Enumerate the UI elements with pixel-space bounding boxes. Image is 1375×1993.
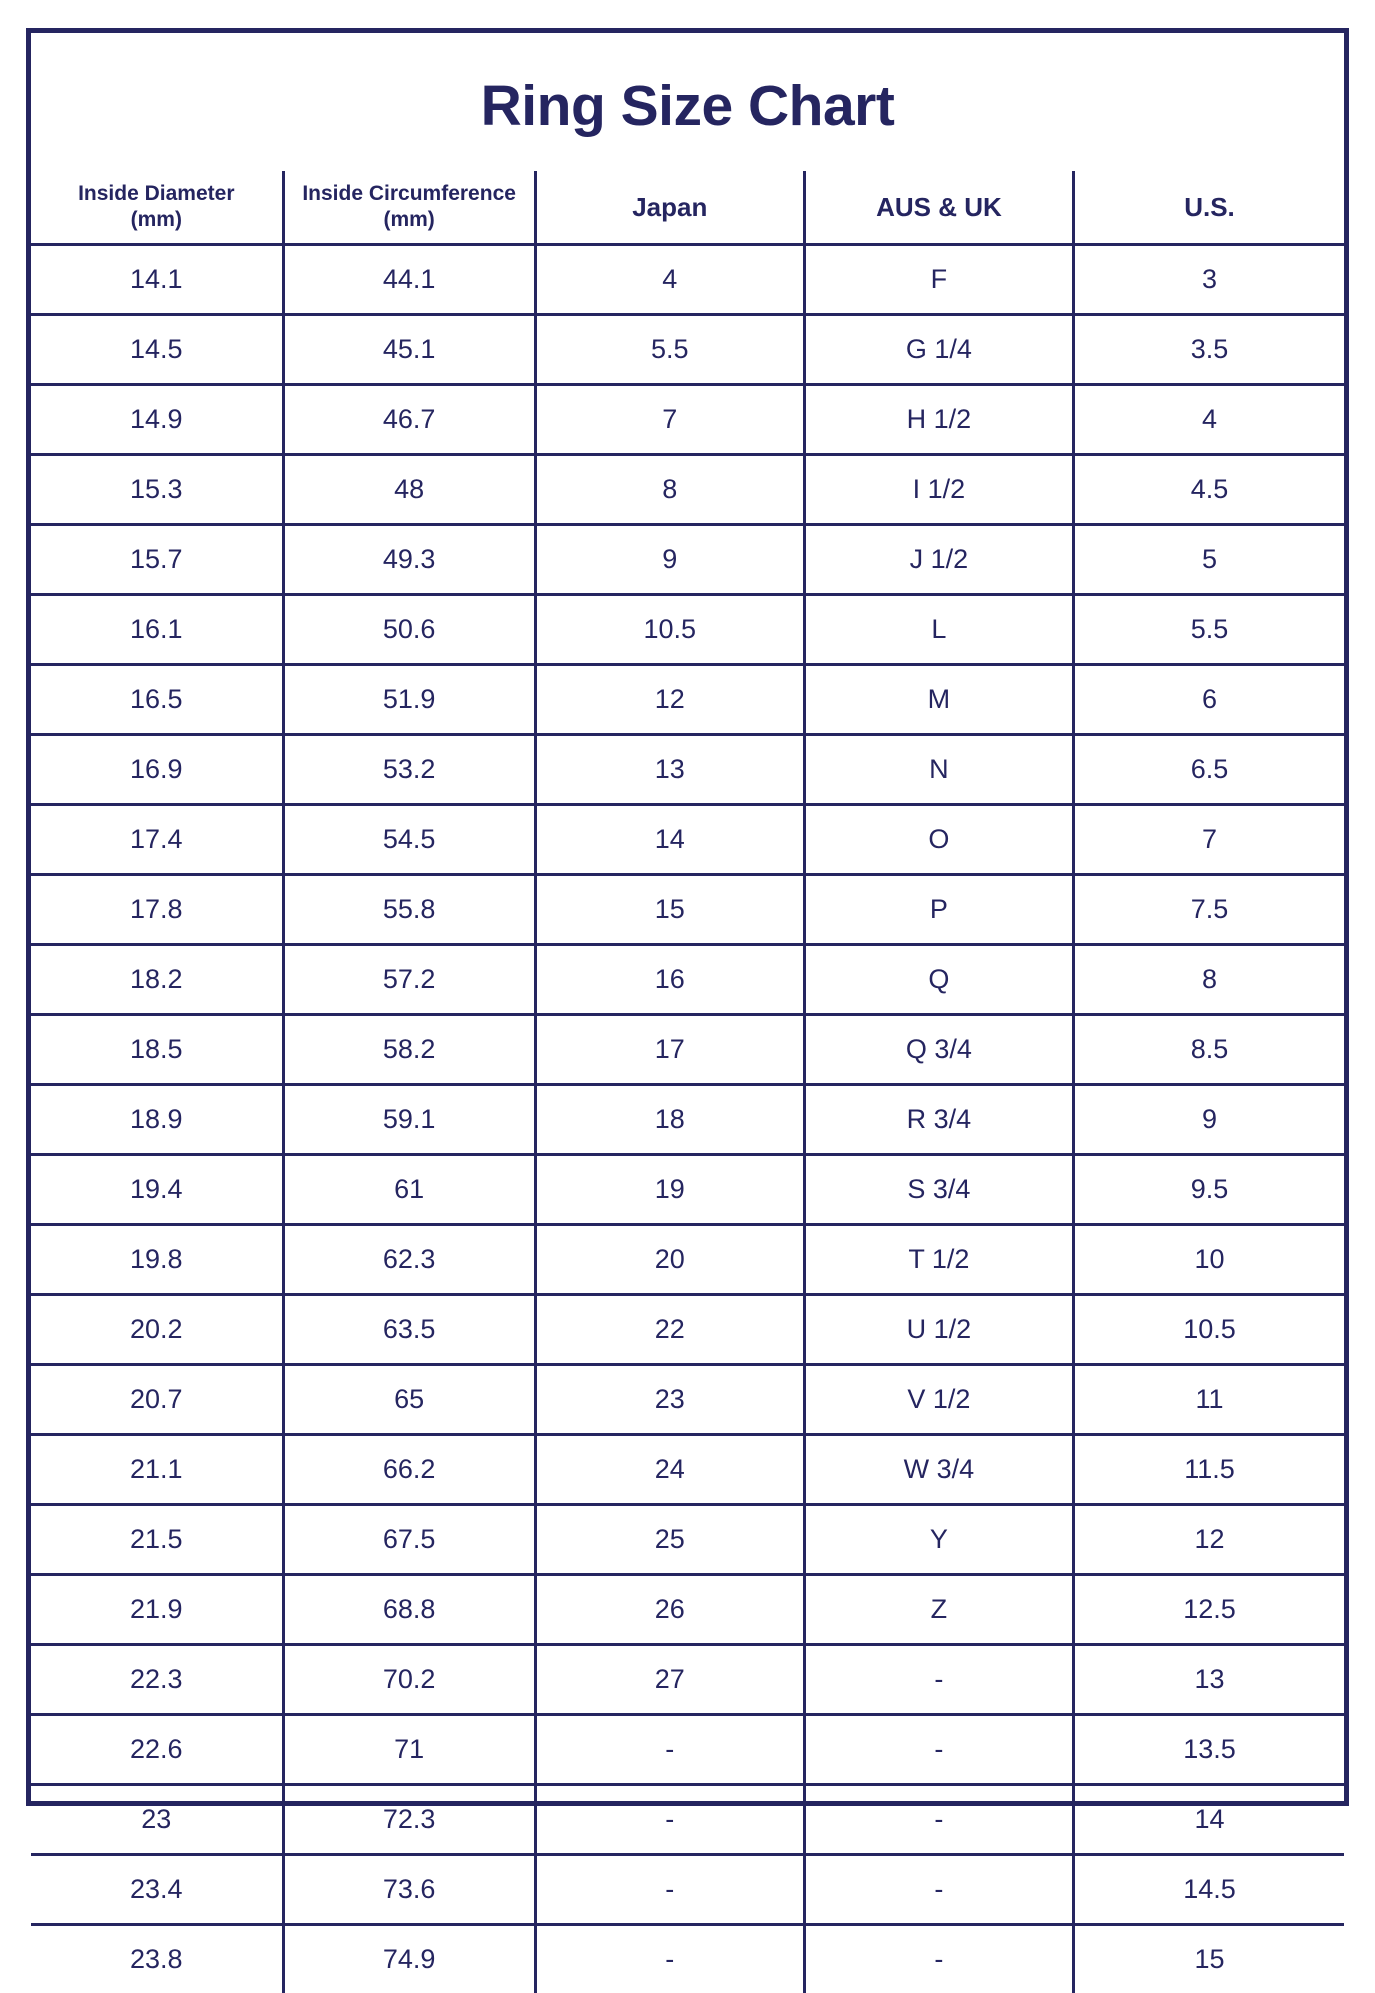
cell-inside-diameter: 14.9 — [31, 385, 283, 455]
cell-inside-diameter: 18.5 — [31, 1015, 283, 1085]
cell-us: 12.5 — [1074, 1575, 1345, 1645]
cell-inside-circumference: 59.1 — [283, 1085, 535, 1155]
cell-inside-diameter: 20.7 — [31, 1365, 283, 1435]
table-row — [31, 1435, 1344, 1505]
cell-japan: 7 — [535, 385, 804, 455]
cell-aus-uk: Q — [804, 945, 1073, 1015]
table-row — [31, 735, 1344, 805]
table-row — [31, 245, 1344, 315]
cell-inside-circumference: 68.8 — [283, 1575, 535, 1645]
cell-us: 12 — [1074, 1505, 1345, 1575]
table-row — [31, 1295, 1344, 1365]
cell-inside-diameter: 19.8 — [31, 1225, 283, 1295]
cell-inside-circumference: 58.2 — [283, 1015, 535, 1085]
cell-aus-uk: T 1/2 — [804, 1225, 1073, 1295]
cell-aus-uk: R 3/4 — [804, 1085, 1073, 1155]
cell-japan: - — [535, 1855, 804, 1925]
cell-us: 10.5 — [1074, 1295, 1345, 1365]
cell-aus-uk: O — [804, 805, 1073, 875]
table-row — [31, 875, 1344, 945]
cell-us: 8.5 — [1074, 1015, 1345, 1085]
cell-inside-diameter: 20.2 — [31, 1295, 283, 1365]
cell-inside-diameter: 17.4 — [31, 805, 283, 875]
cell-japan: 13 — [535, 735, 804, 805]
cell-us: 8 — [1074, 945, 1345, 1015]
cell-japan: 26 — [535, 1575, 804, 1645]
page-title: Ring Size Chart — [480, 74, 895, 138]
cell-us: 13 — [1074, 1645, 1345, 1715]
column-header-inside-diameter — [31, 171, 283, 245]
cell-us: 3 — [1074, 245, 1345, 315]
cell-japan: 18 — [535, 1085, 804, 1155]
cell-us: 5 — [1074, 525, 1345, 595]
cell-us: 4.5 — [1074, 455, 1345, 525]
cell-inside-circumference: 45.1 — [283, 315, 535, 385]
cell-aus-uk: V 1/2 — [804, 1365, 1073, 1435]
cell-inside-circumference: 61 — [283, 1155, 535, 1225]
table-row — [31, 1155, 1344, 1225]
cell-inside-circumference: 48 — [283, 455, 535, 525]
cell-us: 13.5 — [1074, 1715, 1345, 1785]
cell-inside-circumference: 50.6 — [283, 595, 535, 665]
table-row — [31, 1225, 1344, 1295]
cell-us: 10 — [1074, 1225, 1345, 1295]
table-row — [31, 1715, 1344, 1785]
cell-aus-uk: H 1/2 — [804, 385, 1073, 455]
cell-japan: - — [535, 1925, 804, 1993]
cell-inside-circumference: 44.1 — [283, 245, 535, 315]
cell-japan: 4 — [535, 245, 804, 315]
cell-japan: 17 — [535, 1015, 804, 1085]
column-header-line: (mm) — [383, 208, 435, 232]
cell-aus-uk: Q 3/4 — [804, 1015, 1073, 1085]
cell-aus-uk: G 1/4 — [804, 315, 1073, 385]
cell-inside-circumference: 49.3 — [283, 525, 535, 595]
table-body — [31, 245, 1344, 1993]
cell-us: 11 — [1074, 1365, 1345, 1435]
cell-japan: 27 — [535, 1645, 804, 1715]
cell-japan: 22 — [535, 1295, 804, 1365]
column-header-line: Inside Circumference — [302, 181, 516, 205]
cell-japan: 9 — [535, 525, 804, 595]
cell-us: 3.5 — [1074, 315, 1345, 385]
cell-us: 6.5 — [1074, 735, 1345, 805]
column-header-line: Inside Diameter — [78, 181, 235, 205]
cell-us: 14.5 — [1074, 1855, 1345, 1925]
cell-inside-diameter: 22.3 — [31, 1645, 283, 1715]
column-header-inside-circumference — [283, 171, 535, 245]
table-row — [31, 665, 1344, 735]
cell-us: 7.5 — [1074, 875, 1345, 945]
table-row — [31, 595, 1344, 665]
cell-inside-diameter: 16.5 — [31, 665, 283, 735]
cell-inside-circumference: 72.3 — [283, 1785, 535, 1855]
cell-japan: 5.5 — [535, 315, 804, 385]
cell-inside-circumference: 46.7 — [283, 385, 535, 455]
table-row — [31, 1575, 1344, 1645]
cell-japan: 10.5 — [535, 595, 804, 665]
cell-inside-circumference: 73.6 — [283, 1855, 535, 1925]
table-row — [31, 525, 1344, 595]
table-header — [31, 171, 1344, 245]
cell-inside-circumference: 51.9 — [283, 665, 535, 735]
cell-us: 6 — [1074, 665, 1345, 735]
table-row — [31, 1925, 1344, 1993]
cell-inside-circumference: 67.5 — [283, 1505, 535, 1575]
cell-inside-circumference: 71 — [283, 1715, 535, 1785]
cell-aus-uk: - — [804, 1925, 1073, 1993]
cell-japan: 19 — [535, 1155, 804, 1225]
cell-inside-circumference: 55.8 — [283, 875, 535, 945]
cell-japan: - — [535, 1785, 804, 1855]
cell-inside-diameter: 14.5 — [31, 315, 283, 385]
cell-us: 9.5 — [1074, 1155, 1345, 1225]
cell-inside-diameter: 18.9 — [31, 1085, 283, 1155]
cell-aus-uk: U 1/2 — [804, 1295, 1073, 1365]
cell-inside-diameter: 23.8 — [31, 1925, 283, 1993]
cell-inside-diameter: 14.1 — [31, 245, 283, 315]
cell-japan: 25 — [535, 1505, 804, 1575]
cell-japan: 12 — [535, 665, 804, 735]
cell-japan: 8 — [535, 455, 804, 525]
table-row — [31, 1085, 1344, 1155]
cell-japan: 14 — [535, 805, 804, 875]
cell-us: 7 — [1074, 805, 1345, 875]
column-header-aus-uk: AUS & UK — [804, 171, 1073, 245]
table-row — [31, 385, 1344, 455]
cell-japan: 15 — [535, 875, 804, 945]
cell-inside-circumference: 65 — [283, 1365, 535, 1435]
cell-aus-uk: F — [804, 245, 1073, 315]
cell-us: 4 — [1074, 385, 1345, 455]
cell-aus-uk: Z — [804, 1575, 1073, 1645]
cell-japan: - — [535, 1715, 804, 1785]
cell-inside-circumference: 57.2 — [283, 945, 535, 1015]
table-row — [31, 1505, 1344, 1575]
cell-inside-circumference: 70.2 — [283, 1645, 535, 1715]
cell-inside-diameter: 23 — [31, 1785, 283, 1855]
table-row — [31, 1365, 1344, 1435]
column-header-us: U.S. — [1074, 171, 1345, 245]
cell-inside-diameter: 16.9 — [31, 735, 283, 805]
cell-japan: 16 — [535, 945, 804, 1015]
cell-aus-uk: M — [804, 665, 1073, 735]
cell-aus-uk: - — [804, 1785, 1073, 1855]
cell-aus-uk: - — [804, 1855, 1073, 1925]
table-row — [31, 1645, 1344, 1715]
cell-inside-diameter: 21.5 — [31, 1505, 283, 1575]
cell-inside-diameter: 19.4 — [31, 1155, 283, 1225]
cell-aus-uk: P — [804, 875, 1073, 945]
table-row — [31, 1015, 1344, 1085]
cell-inside-circumference: 66.2 — [283, 1435, 535, 1505]
cell-japan: 23 — [535, 1365, 804, 1435]
cell-inside-diameter: 16.1 — [31, 595, 283, 665]
cell-aus-uk: S 3/4 — [804, 1155, 1073, 1225]
column-header-japan: Japan — [535, 171, 804, 245]
cell-aus-uk: - — [804, 1715, 1073, 1785]
cell-aus-uk: - — [804, 1645, 1073, 1715]
cell-aus-uk: W 3/4 — [804, 1435, 1073, 1505]
table-row — [31, 1785, 1344, 1855]
cell-inside-diameter: 21.1 — [31, 1435, 283, 1505]
table-header-row — [31, 171, 1344, 245]
cell-aus-uk: I 1/2 — [804, 455, 1073, 525]
cell-inside-diameter: 21.9 — [31, 1575, 283, 1645]
ring-size-table — [31, 171, 1344, 1993]
cell-us: 11.5 — [1074, 1435, 1345, 1505]
cell-us: 14 — [1074, 1785, 1345, 1855]
table-row — [31, 805, 1344, 875]
cell-us: 15 — [1074, 1925, 1345, 1993]
table-row — [31, 1855, 1344, 1925]
cell-inside-circumference: 63.5 — [283, 1295, 535, 1365]
table-row — [31, 945, 1344, 1015]
cell-inside-diameter: 15.7 — [31, 525, 283, 595]
cell-inside-circumference: 53.2 — [283, 735, 535, 805]
cell-inside-circumference: 54.5 — [283, 805, 535, 875]
chart-frame — [26, 28, 1349, 1975]
cell-aus-uk: L — [804, 595, 1073, 665]
cell-japan: 20 — [535, 1225, 804, 1295]
cell-inside-circumference: 62.3 — [283, 1225, 535, 1295]
cell-inside-diameter: 23.4 — [31, 1855, 283, 1925]
table-row — [31, 455, 1344, 525]
cell-aus-uk: N — [804, 735, 1073, 805]
cell-inside-diameter: 17.8 — [31, 875, 283, 945]
cell-inside-diameter: 18.2 — [31, 945, 283, 1015]
cell-japan: 24 — [535, 1435, 804, 1505]
cell-aus-uk: J 1/2 — [804, 525, 1073, 595]
cell-us: 9 — [1074, 1085, 1345, 1155]
cell-inside-circumference: 74.9 — [283, 1925, 535, 1993]
column-header-line: (mm) — [130, 208, 182, 232]
cell-inside-diameter: 22.6 — [31, 1715, 283, 1785]
table-row — [31, 315, 1344, 385]
cell-us: 5.5 — [1074, 595, 1345, 665]
cell-inside-diameter: 15.3 — [31, 455, 283, 525]
cell-aus-uk: Y — [804, 1505, 1073, 1575]
